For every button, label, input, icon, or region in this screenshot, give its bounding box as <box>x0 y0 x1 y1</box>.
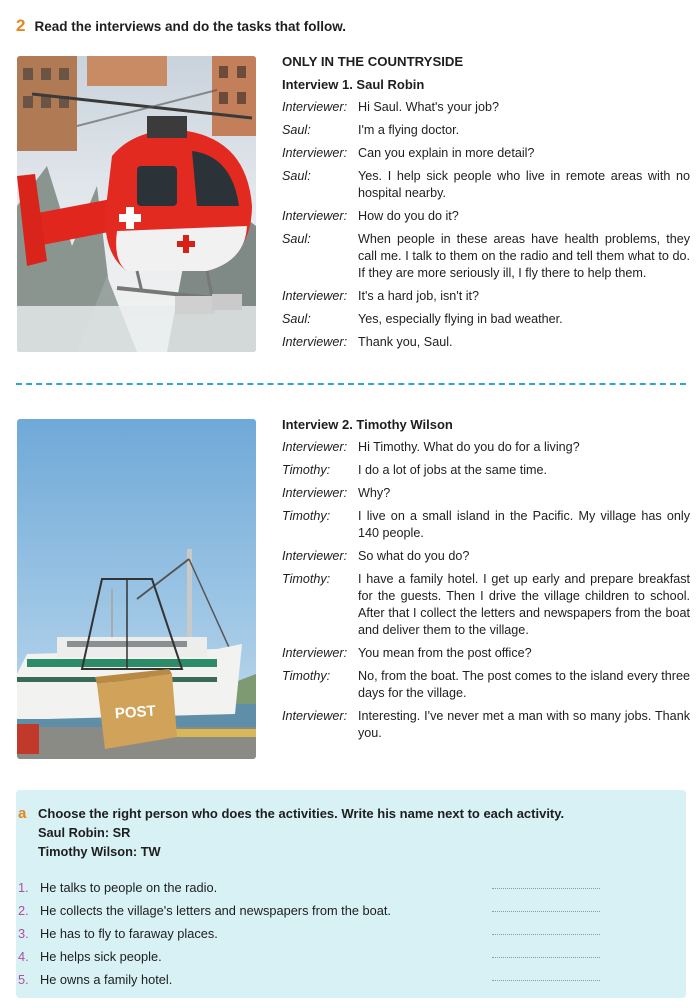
post-box-label: POST <box>114 702 157 723</box>
dialogue-row <box>282 208 690 225</box>
activity-number: 1. <box>18 880 29 895</box>
answer-blank[interactable] <box>492 957 600 958</box>
dialogue-text: Hi Timothy. What do you do for a living? <box>358 440 580 454</box>
answer-blank[interactable] <box>492 934 600 935</box>
dialogue-row <box>282 485 690 502</box>
dialogue-row <box>282 439 690 456</box>
task-a-letter: a <box>18 805 27 822</box>
dialogue-row <box>282 168 690 202</box>
activity-text: He owns a family hotel. <box>40 972 173 987</box>
speaker-label: Interviewer: <box>282 209 348 223</box>
interview-2-title: Interview 2. Timothy Wilson <box>282 417 453 432</box>
dialogue-row <box>282 708 690 742</box>
dialogue-row <box>282 462 690 479</box>
task-a-instructions <box>18 805 565 860</box>
speaker-label: Interviewer: <box>282 709 348 723</box>
dialogue-row <box>282 145 690 162</box>
dialogue-text: I do a lot of jobs at the same time. <box>358 463 548 477</box>
dialogue-text: No, from the boat. The post comes to the island every three days for the village. <box>358 669 690 700</box>
interview-1-title: Interview 1. Saul Robin <box>282 77 425 92</box>
speaker-label: Interviewer: <box>282 486 348 500</box>
answer-blank[interactable] <box>492 911 600 912</box>
dialogue-text: Yes. I help sick people who live in remote areas with no hospital nearby. <box>358 169 690 200</box>
activity-text: He has to fly to faraway places. <box>40 926 218 941</box>
dialogue-text: Thank you, Saul. <box>358 335 453 349</box>
speaker-label: Saul: <box>282 169 311 183</box>
speaker-label: Interviewer: <box>282 289 348 303</box>
dialogue-text: I live on a small island in the Pacific. My village has only 140 people. <box>358 509 690 540</box>
task-number: 2 <box>16 16 26 35</box>
answer-blank[interactable] <box>492 980 600 981</box>
code-timothy: Timothy Wilson: TW <box>38 844 161 859</box>
dialogue-row <box>282 99 690 116</box>
activity-number: 2. <box>18 903 29 918</box>
activity-text: He helps sick people. <box>40 949 162 964</box>
speaker-label: Timothy: <box>282 463 331 477</box>
speaker-label: Timothy: <box>282 572 331 586</box>
speaker-label: Interviewer: <box>282 146 348 160</box>
task-a-instruction: Choose the right person who does the activities. Write his name next to each activity. <box>38 806 565 821</box>
speaker-label: Saul: <box>282 123 311 137</box>
speaker-label: Timothy: <box>282 669 331 683</box>
dialogue-text: When people in these areas have health problems, they call me. I talk to them on the radio and tell them what to do. If they are more seriously ill, I fly there to help them. <box>358 232 690 280</box>
dialogue-row <box>282 288 690 305</box>
dialogue-text: Yes, especially flying in bad weather. <box>358 312 563 326</box>
activity-text: He collects the village's letters and newspapers from the boat. <box>40 903 391 918</box>
answer-blank[interactable] <box>492 888 600 889</box>
dialogue-row <box>282 571 690 639</box>
dialogue-row <box>282 231 690 282</box>
activity-text: He talks to people on the radio. <box>40 880 218 895</box>
dialogue-row <box>282 668 690 702</box>
dialogue-text: Hi Saul. What's your job? <box>358 100 499 114</box>
speaker-label: Saul: <box>282 312 311 326</box>
task-instruction: Read the interviews and do the tasks that follow. <box>34 18 347 34</box>
dialogue-text: I have a family hotel. I get up early and prepare breakfast for the guests. Then I drive the village children to school. After that I collect the letters and newspapers from the boat and deliver them to the village. <box>358 572 690 637</box>
dialogue-row <box>282 548 690 565</box>
activity-number: 5. <box>18 972 29 987</box>
interview-1 <box>282 53 690 357</box>
dialogue-row <box>282 334 690 351</box>
section-title: ONLY IN THE COUNTRYSIDE <box>282 54 464 69</box>
task-header <box>16 16 346 36</box>
interview-2 <box>282 416 690 748</box>
activity-number: 4. <box>18 949 29 964</box>
dialogue-text: I'm a flying doctor. <box>358 123 460 137</box>
speaker-label: Saul: <box>282 232 311 246</box>
task-a-box <box>16 790 686 998</box>
dialogue-text: Interesting. I've never met a man with so many jobs. Thank you. <box>358 709 690 740</box>
dialogue-row <box>282 508 690 542</box>
dialogue-row <box>282 645 690 662</box>
dialogue-text: It's a hard job, isn't it? <box>358 289 480 303</box>
dialogue-text: You mean from the post office? <box>358 646 532 660</box>
dialogue-text: Why? <box>358 486 391 500</box>
speaker-label: Interviewer: <box>282 549 348 563</box>
dialogue-text: So what do you do? <box>358 549 470 563</box>
speaker-label: Interviewer: <box>282 100 348 114</box>
dashed-divider <box>16 383 686 385</box>
speaker-label: Timothy: <box>282 509 331 523</box>
dialogue-text: Can you explain in more detail? <box>358 146 535 160</box>
boat-post-photo <box>17 419 256 759</box>
helicopter-photo <box>17 56 256 352</box>
activity-number: 3. <box>18 926 29 941</box>
dialogue-row <box>282 122 690 139</box>
dialogue-row <box>282 311 690 328</box>
speaker-label: Interviewer: <box>282 646 348 660</box>
speaker-label: Interviewer: <box>282 335 348 349</box>
speaker-label: Interviewer: <box>282 440 348 454</box>
dialogue-text: How do you do it? <box>358 209 459 223</box>
code-saul: Saul Robin: SR <box>38 825 131 840</box>
